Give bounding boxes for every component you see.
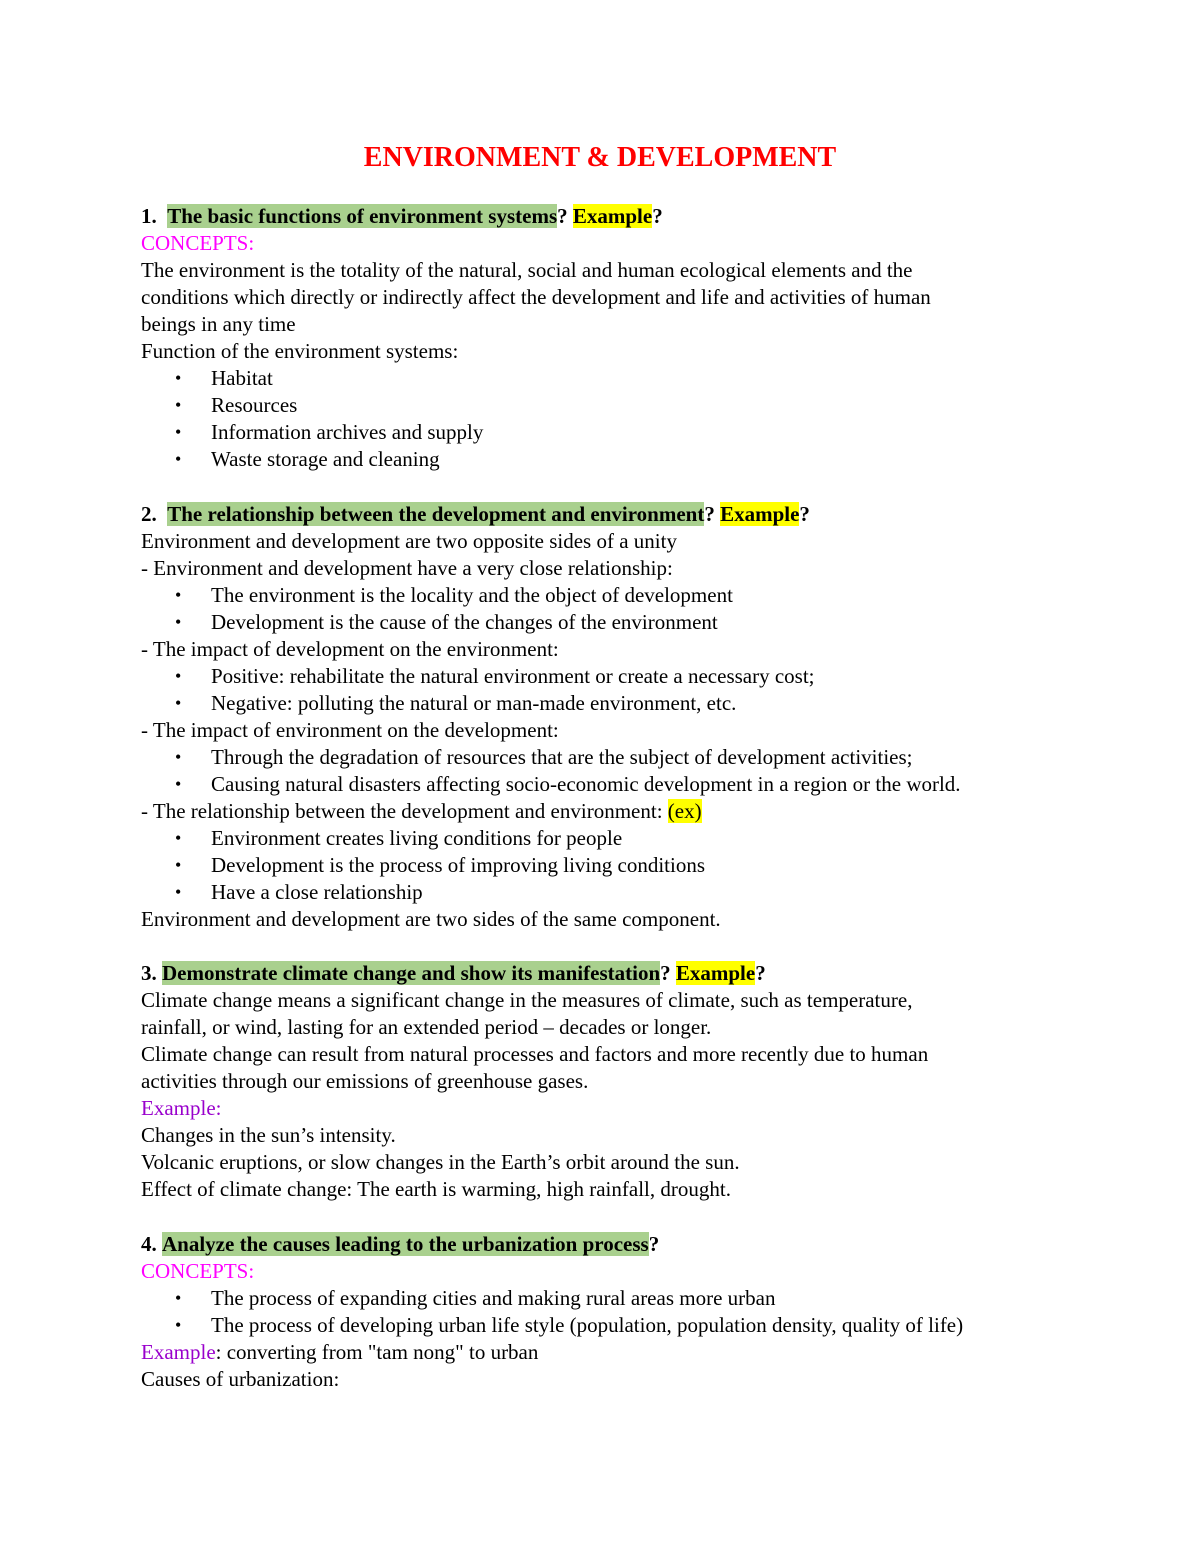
paragraph-line: The environment is the totality of the natural, social and human ecological elements and the [141,258,913,282]
bullet-icon: • [175,449,182,469]
question-title: The relationship between the development and environment [167,502,705,526]
question-number: 1. [141,204,157,228]
question-mark: ? [557,204,568,228]
bullet-icon: • [175,828,182,848]
list-item: • The process of developing urban life style (population, population density, quality of life) [175,1313,964,1337]
list-item: • Information archives and supply [175,420,484,444]
concepts-label: CONCEPTS: [141,231,255,255]
list-item: • Environment creates living conditions for people [175,826,623,850]
list-item: • Development is the cause of the changes of the environment [175,610,718,634]
question-mark: ? [799,502,810,526]
bullet-icon: • [175,1315,182,1335]
list-item: • The environment is the locality and the object of development [175,583,733,607]
paragraph-line: conditions which directly or indirectly affect the development and life and activities of human [141,285,931,309]
paragraph-line: Volcanic eruptions, or slow changes in the Earth’s orbit around the sun. [141,1150,740,1174]
bullet-icon: • [175,1288,182,1308]
question-mark: ? [660,961,671,985]
bullet-icon: • [175,666,182,686]
bullet-icon: • [175,774,182,794]
list-item: • Resources [175,393,298,417]
paragraph-line: Effect of climate change: The earth is warming, high rainfall, drought. [141,1177,731,1201]
bullet-icon: • [175,855,182,875]
example-tag: Example [720,502,800,526]
list-item: • Through the degradation of resources that are the subject of development activities; [175,745,913,769]
question-mark: ? [755,961,766,985]
question-title: Demonstrate climate change and show its manifestation [162,961,661,985]
example-label: Example: [141,1096,222,1120]
list-item: • Causing natural disasters affecting socio-economic development in a region or the world. [175,772,961,796]
bullet-icon: • [175,612,182,632]
paragraph-line: activities through our emissions of greenhouse gases. [141,1069,589,1093]
document-title: ENVIRONMENT & DEVELOPMENT [363,142,837,173]
bullet-icon: • [175,395,182,415]
list-item: • Have a close relationship [175,880,423,904]
question-title: Analyze the causes leading to the urbanization process [162,1232,649,1256]
example-tag: (ex) [667,799,702,823]
question-2-heading [141,501,810,528]
question-number: 4. [141,1232,157,1256]
list-item: • The process of expanding cities and making rural areas more urban [175,1286,776,1310]
paragraph-line: beings in any time [141,312,296,336]
list-item: • Waste storage and cleaning [175,447,440,471]
list-item: • Negative: polluting the natural or man-made environment, etc. [175,691,737,715]
question-mark: ? [652,204,663,228]
question-number: 3. [141,961,157,985]
paragraph-line: Climate change means a significant change in the measures of climate, such as temperature, [141,988,913,1012]
bullet-icon: • [175,693,182,713]
list-item: • Positive: rehabilitate the natural environment or create a necessary cost; [175,664,815,688]
paragraph-line: Climate change can result from natural processes and factors and more recently due to human [141,1042,929,1066]
bullet-icon: • [175,747,182,767]
paragraph-line: Causes of urbanization: [141,1367,340,1391]
paragraph-line: - Environment and development have a very close relationship: [141,556,673,580]
question-mark: ? [648,1232,660,1256]
paragraph-line: Function of the environment systems: [141,339,459,363]
paragraph-line: Changes in the sun’s intensity. [141,1123,396,1147]
paragraph-line: - The impact of development on the environment: [141,637,559,661]
bullet-icon: • [175,882,182,902]
paragraph-line: Environment and development are two opposite sides of a unity [141,529,677,553]
question-3-heading [141,960,766,987]
paragraph-line: - The relationship between the development and environment: (ex) [141,799,702,823]
concepts-label: CONCEPTS: [141,1259,255,1283]
bullet-icon: • [175,368,182,388]
paragraph-line: Example: converting from "tam nong" to urban [141,1340,539,1364]
paragraph-line: - The impact of environment on the development: [141,718,559,742]
list-item: • Development is the process of improving living conditions [175,853,706,877]
example-label: Example [141,1340,216,1364]
bullet-icon: • [175,585,182,605]
list-item: • Habitat [175,366,273,390]
question-4-heading [141,1231,659,1258]
paragraph-line: rainfall, or wind, lasting for an extended period – decades or longer. [141,1015,712,1039]
question-1-heading [141,203,663,230]
bullet-icon: • [175,422,182,442]
question-mark: ? [704,502,715,526]
question-title: The basic functions of environment systems [167,204,558,228]
question-number: 2. [141,502,157,526]
paragraph-line: Environment and development are two sides of the same component. [141,907,721,931]
example-tag: Example [675,961,756,985]
example-tag: Example [572,204,653,228]
